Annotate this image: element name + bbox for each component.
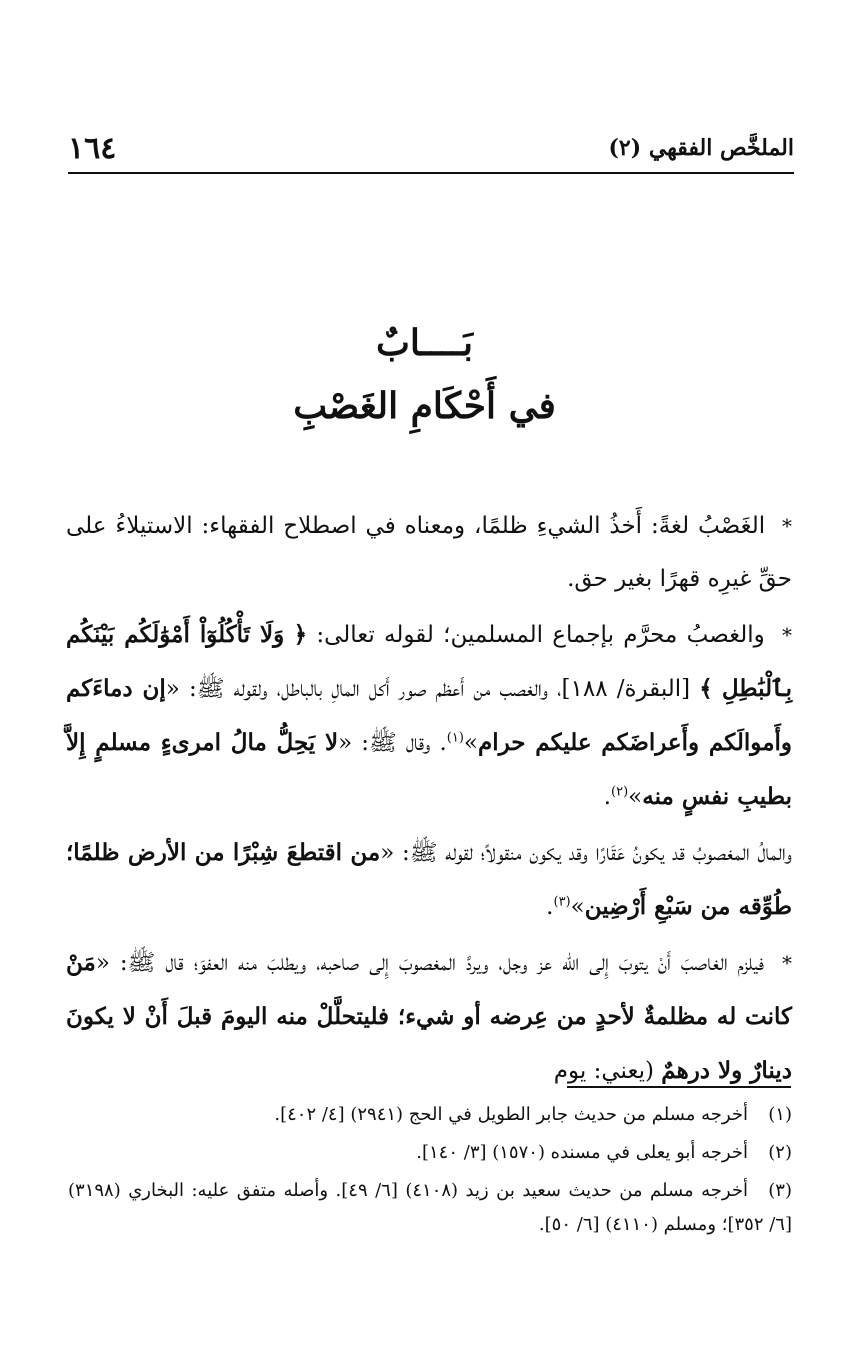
footnote-3	[68, 1174, 792, 1242]
hadith-text: من اقتطعَ شِبْرًا من الأرض ظلمًا؛ طُوِّقه من سَبْعِ أَرْضِين	[66, 839, 792, 920]
footnote-rule	[567, 1086, 791, 1088]
paragraph-text: (يعني: يوم	[553, 1058, 662, 1084]
bullet-star: *	[782, 623, 793, 647]
period: .	[546, 894, 554, 920]
header-rule	[68, 172, 794, 174]
footnote-number: (٣)	[768, 1180, 792, 1201]
paragraph-text: والغصبُ محرَّم بإجماع المسلمين؛ لقوله تعالى:	[307, 622, 765, 648]
paragraph-text: الغَصْبُ لغةً: أَخذُ الشيءِ ظلمًا، ومعناه في اصطلاح الفقهاء: الاستيلاءُ على حقِّ غيرِه قهرًا بغير حق.	[66, 513, 792, 592]
quote-close: »	[628, 784, 643, 810]
footnote-ref-3[interactable]: (٣)	[553, 894, 571, 910]
main-text	[66, 500, 792, 1098]
footnote-number: (١)	[768, 1104, 792, 1125]
paragraph-definition	[66, 500, 792, 606]
quote-close: »	[570, 894, 585, 920]
running-title: الملخَّص الفقهي (٢)	[608, 135, 794, 161]
quote-close: »	[463, 730, 478, 756]
footnote-1	[68, 1098, 792, 1132]
quran-brace-close: ﴾	[699, 675, 713, 702]
hadith-text: إن دماءَكم وأَموالَكم وأَعراضَكم عليكم حرام	[66, 675, 793, 756]
paragraph-text: والمالُ المغصوبُ قد يكونُ عَقَارًا وقد يكون منقولاً؛ لقوله ﷺ: «	[380, 840, 792, 866]
page-number: ١٦٤	[68, 130, 117, 166]
paragraph-text: [البقرة/ ١٨٨]، والغصب من أَعظم صور أَكل المالِ بالباطل، ولقوله ﷺ: «	[165, 676, 700, 702]
footnotes	[68, 1098, 792, 1246]
paragraph-text: فيلزم الغاصبَ أَنْ يتوبَ إِلى اللّه عز وجل، ويردَّ المغصوبَ إِلى صاحبه، ويطلبَ منه العفوَ؛ قال ﷺ: «	[95, 950, 765, 976]
paragraph-types	[66, 826, 792, 934]
paragraph-repentance	[66, 936, 792, 1098]
paragraph-text: وقال ﷺ: «	[338, 730, 440, 756]
period: .	[603, 784, 612, 810]
hadith-text: مَنْ كانت له مظلمةٌ لأحدٍ من عِرضه أو شيء؛ فليتحلَّلْ منه اليومَ قبلَ أَنْ لا يكونَ دينارٌ ولا درهمٌ	[66, 949, 792, 1084]
footnote-2	[68, 1136, 792, 1170]
bullet-star: *	[782, 514, 792, 538]
period: .	[439, 730, 447, 756]
footnote-text: أخرجه أبو يعلى في مسنده (١٥٧٠) [٣/ ١٤٠].	[416, 1142, 748, 1163]
footnote-text: أخرجه مسلم من حديث سعيد بن زيد (٤١٠٨) [٦/ ٤٩]. وأصله متفق عليه: البخاري (٣١٩٨) [٦/ ٣٥٢]؛ ومسلم (٤١١٠) [٦/ ٥٠].	[68, 1180, 792, 1235]
footnote-ref-2[interactable]: (٢)	[611, 784, 629, 800]
footnote-number: (٢)	[768, 1142, 792, 1163]
page-header	[68, 125, 794, 171]
chapter-title: في أَحْكَامِ الغَصْبِ	[293, 385, 556, 427]
bullet-star: *	[782, 951, 792, 975]
hadith-text: لا يَحِلُّ مالُ امرىءٍ مسلمٍ إِلاَّ بطيبِ نفسٍ منه	[66, 729, 792, 810]
footnote-ref-1[interactable]: (١)	[446, 730, 464, 746]
paragraph-prohibition	[66, 608, 792, 824]
quran-brace-open: ﴿	[293, 621, 308, 648]
quran-verse: وَلَا تَأْكُلُوٓاْ أَمْوَٰلَكُم بَيْنَكُم بِٱلْبَٰطِلِ	[66, 621, 793, 702]
chapter-label: بَــــابٌ	[375, 322, 474, 364]
footnote-text: أخرجه مسلم من حديث جابر الطويل في الحج (٢٩٤١) [٤/ ٤٠٢].	[274, 1104, 748, 1125]
